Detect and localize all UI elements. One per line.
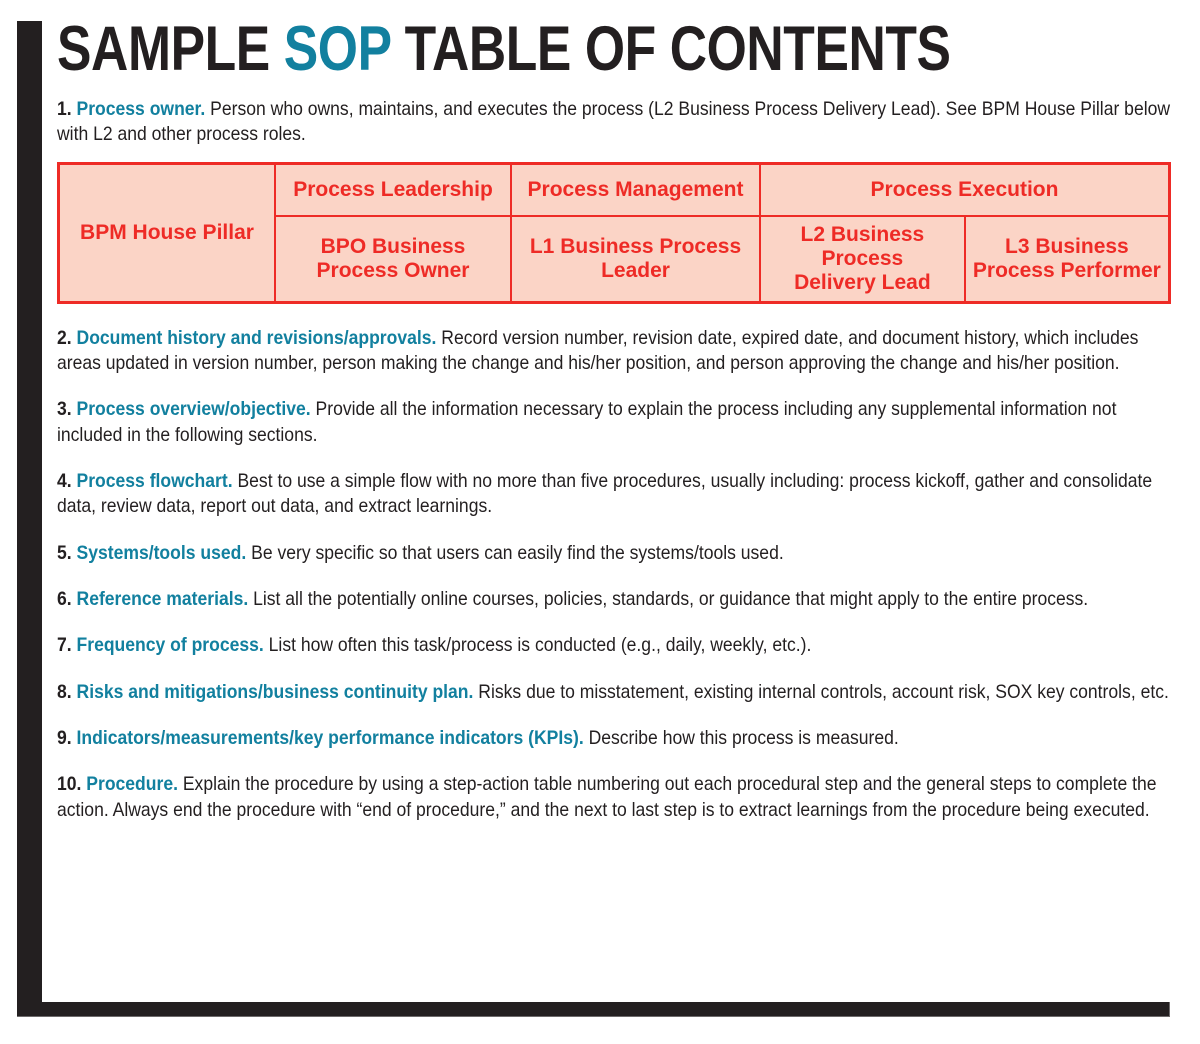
item-lead: Document history and revisions/approvals. xyxy=(76,326,437,349)
cell-process-execution: Process Execution xyxy=(760,163,1170,216)
item-number: 5. xyxy=(57,541,72,564)
item-number: 2. xyxy=(57,326,72,349)
content-column xyxy=(57,14,1172,844)
item-number: 10. xyxy=(57,773,82,796)
item-number: 8. xyxy=(57,680,72,703)
item-number: 6. xyxy=(57,587,72,610)
item-lead: Reference materials. xyxy=(76,587,249,610)
item-body: Be very specific so that users can easily find the systems/tools used. xyxy=(246,541,784,564)
cell-l2-business-process-delivery-lead xyxy=(760,216,965,302)
toc-item-9 xyxy=(57,726,1172,751)
role-line-2: Delivery Lead xyxy=(794,270,931,294)
item-number: 9. xyxy=(57,726,72,749)
item-number: 4. xyxy=(57,469,72,492)
toc-item-8 xyxy=(57,680,1172,705)
toc-item-7 xyxy=(57,633,1172,658)
item-lead: Process overview/objective. xyxy=(76,398,311,421)
role-line-2: Process Performer xyxy=(972,258,1161,282)
item-number: 3. xyxy=(57,398,72,421)
item-body: Provide all the information necessary to explain the process including any supplemental information not included in the following sections. xyxy=(57,398,1117,446)
toc-item-2 xyxy=(57,326,1172,377)
toc-item-10 xyxy=(57,772,1172,823)
item-lead: Process flowchart. xyxy=(76,469,233,492)
item-body: Person who owns, maintains, and executes the process (L2 Business Process Delivery Lead). See BPM House Pillar below with L2 and other process roles. xyxy=(57,98,1171,146)
title-accent-sop: SOP xyxy=(283,14,391,84)
item-body: Record version number, revision date, expired date, and document history, which includes areas updated in version number, person making the change and his/her position, and person approving the change and his/her position. xyxy=(57,326,1139,374)
toc-item-4 xyxy=(57,469,1172,520)
item-lead: Process owner. xyxy=(76,98,206,120)
table-row xyxy=(59,163,1170,216)
item-lead: Indicators/measurements/key performance indicators (KPIs). xyxy=(76,726,584,749)
role-line-1: L1 Business Process xyxy=(529,234,742,258)
item-number: 1. xyxy=(57,98,72,120)
title-before: SAMPLE xyxy=(57,14,284,84)
role-line-1: BPO Business xyxy=(320,234,466,258)
item-lead: Risks and mitigations/business continuity plan. xyxy=(76,680,474,703)
cell-process-leadership: Process Leadership xyxy=(275,163,511,216)
bpm-house-pillar-table xyxy=(57,162,1171,304)
item-body: Best to use a simple flow with no more than five procedures, usually including: process kickoff, gather and consolidate data, review data, report out data, and extract learnings. xyxy=(57,469,1153,518)
cell-row-header: BPM House Pillar xyxy=(59,163,276,302)
item-lead: Frequency of process. xyxy=(76,634,264,657)
item-body: Explain the procedure by using a step-action table numbering out each procedural step and the general steps to complete the action. Always end the procedure with “end of procedure,” and the next to last step is to extract learnings from the procedure being executed. xyxy=(57,773,1157,821)
item-body: List how often this task/process is conducted (e.g., daily, weekly, etc.). xyxy=(263,634,812,657)
cell-process-management: Process Management xyxy=(511,163,760,216)
role-line-1: L3 Business xyxy=(1005,234,1129,258)
item-lead: Procedure. xyxy=(86,773,178,796)
toc-item-1 xyxy=(57,97,1172,148)
toc-item-3 xyxy=(57,397,1172,448)
title-after: TABLE OF CONTENTS xyxy=(390,14,951,84)
cell-l3-business-process-performer xyxy=(965,216,1170,302)
item-number: 7. xyxy=(57,634,72,657)
item-body: List all the potentially online courses, policies, standards, or guidance that might apply to the entire process. xyxy=(248,587,1089,610)
item-body: Risks due to misstatement, existing internal controls, account risk, SOX key controls, etc. xyxy=(473,680,1169,703)
toc-item-5 xyxy=(57,541,1172,566)
cell-bpo-business-process-owner xyxy=(275,216,511,302)
item-body: Describe how this process is measured. xyxy=(583,726,899,749)
role-line-1: L2 Business Process xyxy=(800,222,925,270)
role-line-2: Process Owner xyxy=(316,258,470,282)
left-frame-bar xyxy=(17,21,42,1002)
item-lead: Systems/tools used. xyxy=(76,541,247,564)
cell-l1-business-process-leader xyxy=(511,216,760,302)
bottom-frame-bar xyxy=(17,1002,1170,1017)
role-line-2: Leader xyxy=(601,258,670,282)
page-title xyxy=(57,14,971,84)
toc-item-6 xyxy=(57,587,1172,612)
